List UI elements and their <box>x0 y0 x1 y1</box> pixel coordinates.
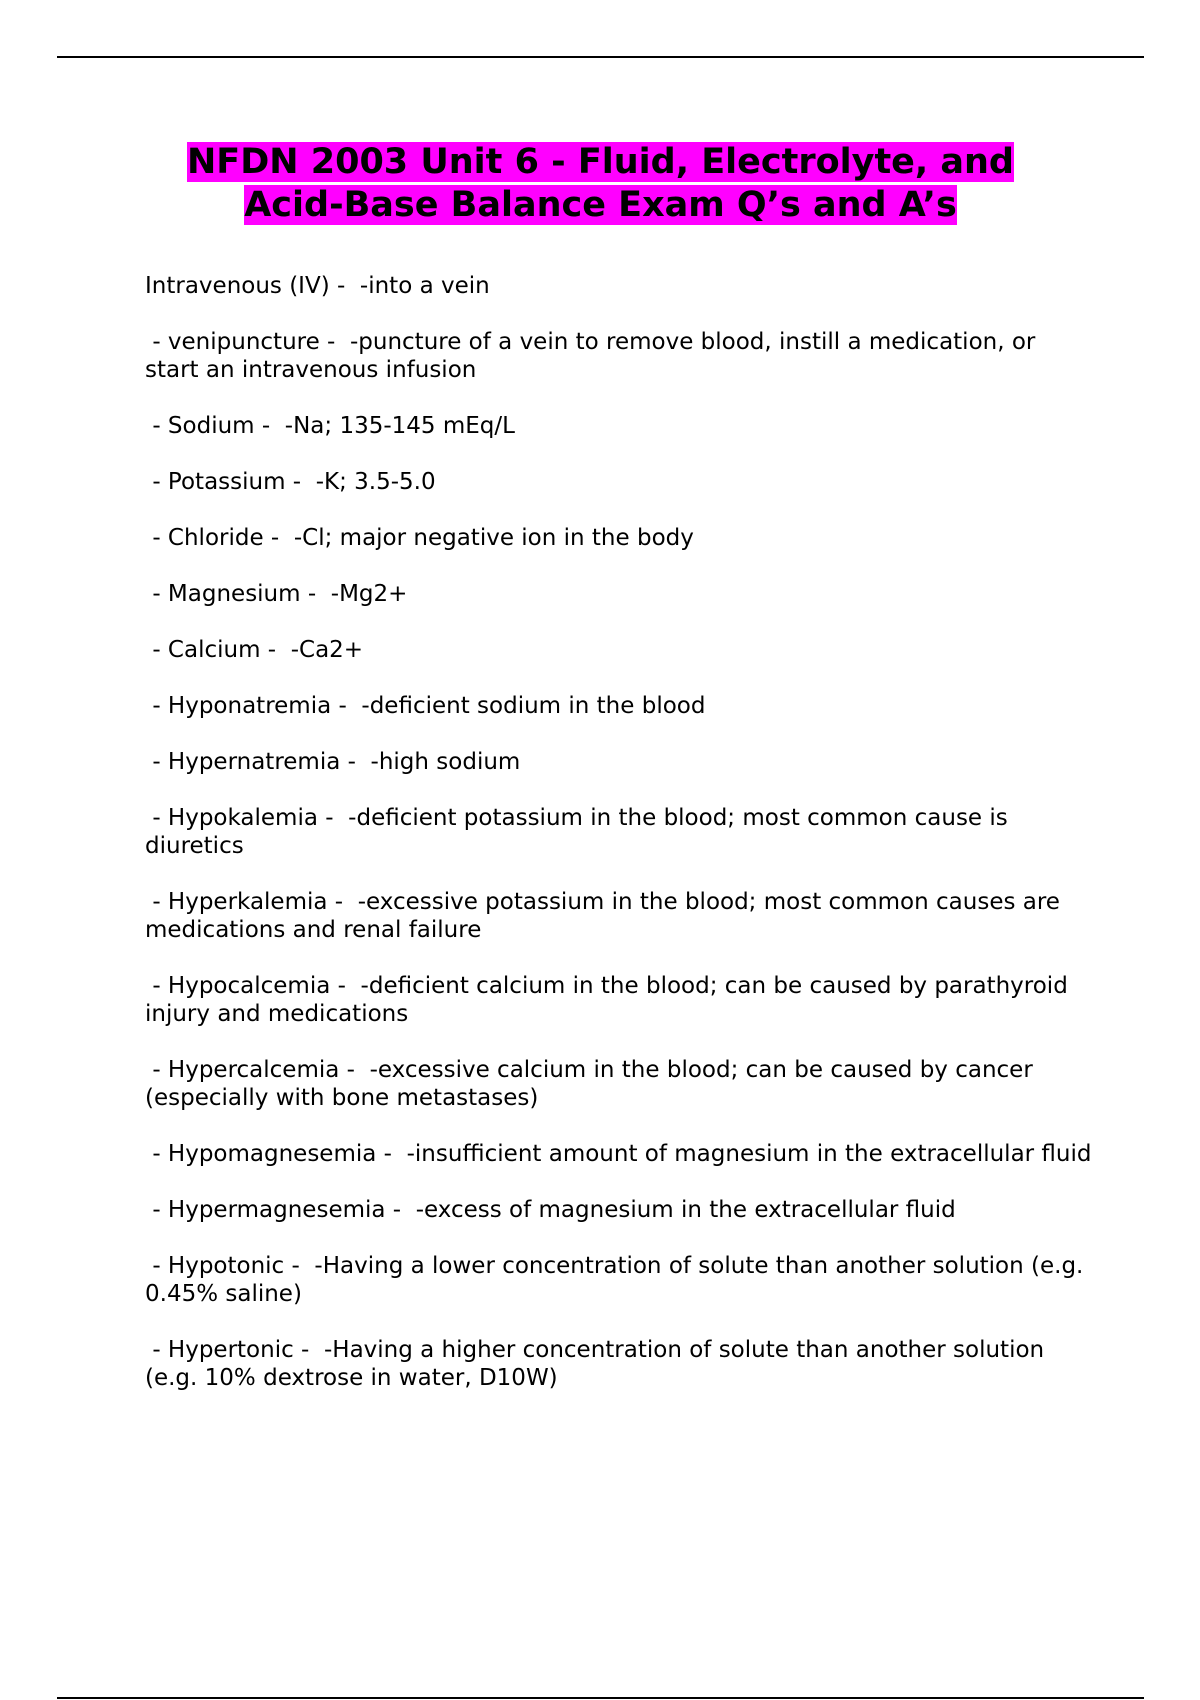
term-entry: - venipuncture - -puncture of a vein to remove blood, instill a medication, or start an intravenous infusion <box>145 329 1043 383</box>
document-title <box>57 141 1144 227</box>
term-entry: - Hypercalcemia - -excessive calcium in the blood; can be caused by cancer (especially with bone metastases) <box>145 1057 1041 1111</box>
term-entry: - Hypermagnesemia - -excess of magnesium in the extracellular fluid <box>145 1197 956 1223</box>
term-entry: - Magnesium - -Mg2+ <box>145 581 408 607</box>
term-entry: - Hyperkalemia - -excessive potassium in the blood; most common causes are medications and renal failure <box>145 889 1068 943</box>
term-entry: - Hypotonic - -Having a lower concentration of solute than another solution (e.g. 0.45% saline) <box>145 1253 1091 1307</box>
term-list <box>145 272 1095 1420</box>
term-entry: - Hypernatremia - -high sodium <box>145 749 521 775</box>
term-entry: - Hypomagnesemia - -insufficient amount of magnesium in the extracellular fluid <box>145 1141 1092 1167</box>
title-line-1: NFDN 2003 Unit 6 - Fluid, Electrolyte, and <box>187 142 1014 182</box>
term-entry: - Chloride - -Cl; major negative ion in the body <box>145 525 694 551</box>
term-entry: - Hyponatremia - -deficient sodium in the blood <box>145 693 706 719</box>
term-entry: Intravenous (IV) - -into a vein <box>145 273 490 299</box>
term-entry: - Hypertonic - -Having a higher concentration of solute than another solution (e.g. 10% dextrose in water, D10W) <box>145 1337 1052 1391</box>
term-entry: - Calcium - -Ca2+ <box>145 637 364 663</box>
term-entry: - Sodium - -Na; 135-145 mEq/L <box>145 413 515 439</box>
term-entry: - Hypokalemia - -deficient potassium in the blood; most common cause is diuretics <box>145 805 1016 859</box>
term-entry: - Hypocalcemia - -deficient calcium in the blood; can be caused by parathyroid injury and medications <box>145 973 1076 1027</box>
top-rule <box>57 56 1144 58</box>
term-entry: - Potassium - -K; 3.5-5.0 <box>145 469 436 495</box>
bottom-rule <box>57 1697 1144 1699</box>
title-line-2: Acid-Base Balance Exam Q’s and A’s <box>244 185 957 225</box>
title-block <box>57 141 1144 227</box>
